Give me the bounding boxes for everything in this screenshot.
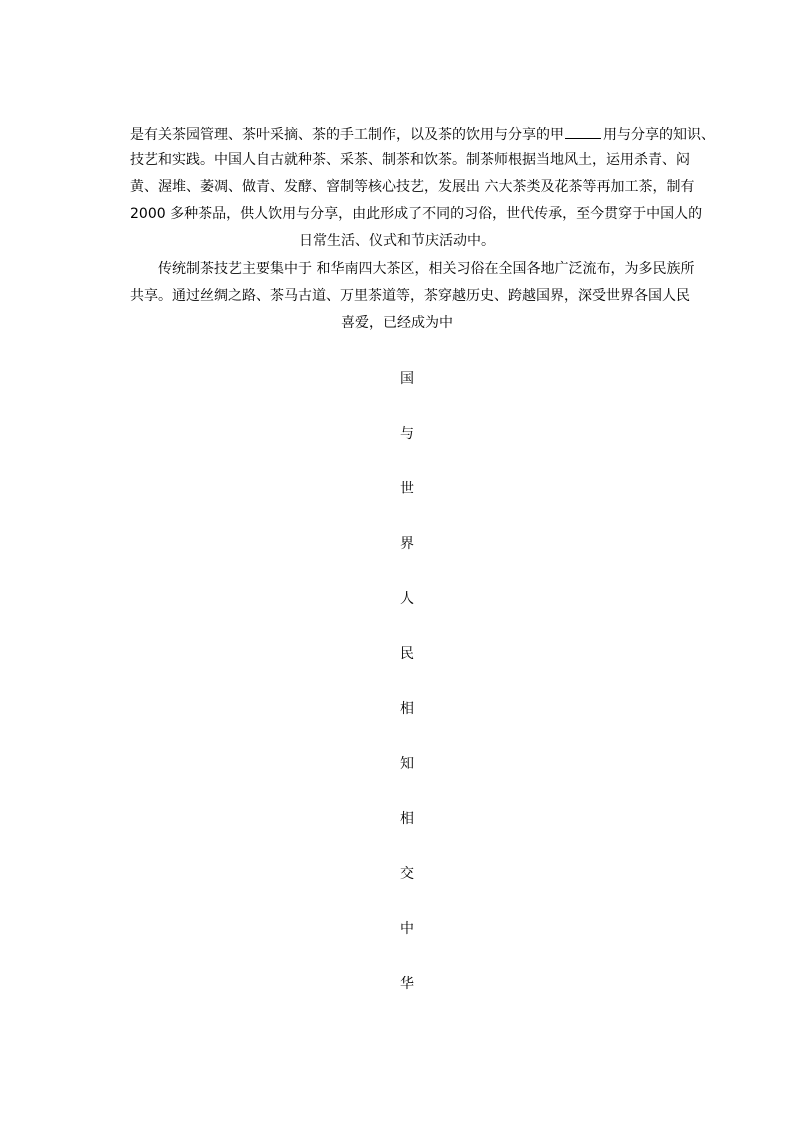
vertical-char: 与 — [400, 426, 414, 442]
paragraph-1-line-4: 2000 多种茶品，供人饮用与分享，由此形成了不同的习俗，世代传承，至今贯穿于中国人的 — [130, 206, 703, 222]
vertical-char: 相 — [400, 811, 414, 827]
vertical-char: 人 — [400, 591, 414, 607]
vertical-char: 知 — [400, 756, 414, 772]
vertical-char: 世 — [400, 481, 414, 497]
fill-in-blank — [565, 124, 601, 139]
vertical-char: 国 — [400, 371, 414, 387]
paragraph-2-line-2: 共享。通过丝绸之路、茶马古道、万里茶道等，茶穿越历史、跨越国界，深受世界各国人民 — [130, 288, 690, 304]
paragraph-1-line-1 — [130, 124, 715, 144]
vertical-char: 交 — [400, 866, 414, 882]
paragraph-2-line-3: 喜爱，已经成为中 — [341, 315, 453, 331]
vertical-char: 界 — [400, 536, 414, 552]
paragraph-1-line-5: 日常生活、仪式和节庆活动中。 — [299, 233, 495, 249]
vertical-char: 民 — [400, 646, 414, 662]
paragraph-2-line-1: 传统制茶技艺主要集中于 和华南四大茶区，相关习俗在全国各地广泛流布，为多民族所 — [158, 261, 695, 277]
paragraph-1-line-1-text-b: 用与分享的知识、 — [603, 127, 715, 143]
vertical-char: 相 — [400, 701, 414, 717]
vertical-char: 华 — [400, 976, 414, 992]
paragraph-1-line-2: 技艺和实践。中国人自古就种茶、采茶、制茶和饮茶。制茶师根据当地风土，运用杀青、闷 — [130, 152, 690, 168]
vertical-char: 中 — [400, 921, 414, 937]
paragraph-1-line-3: 黄、渥堆、萎凋、做青、发酵、窨制等核心技艺，发展出 六大茶类及花茶等再加工茶，制有 — [130, 179, 695, 195]
paragraph-1-line-1-text-a: 是有关茶园管理、茶叶采摘、茶的手工制作，以及茶的饮用与分享的甲 — [130, 127, 564, 143]
